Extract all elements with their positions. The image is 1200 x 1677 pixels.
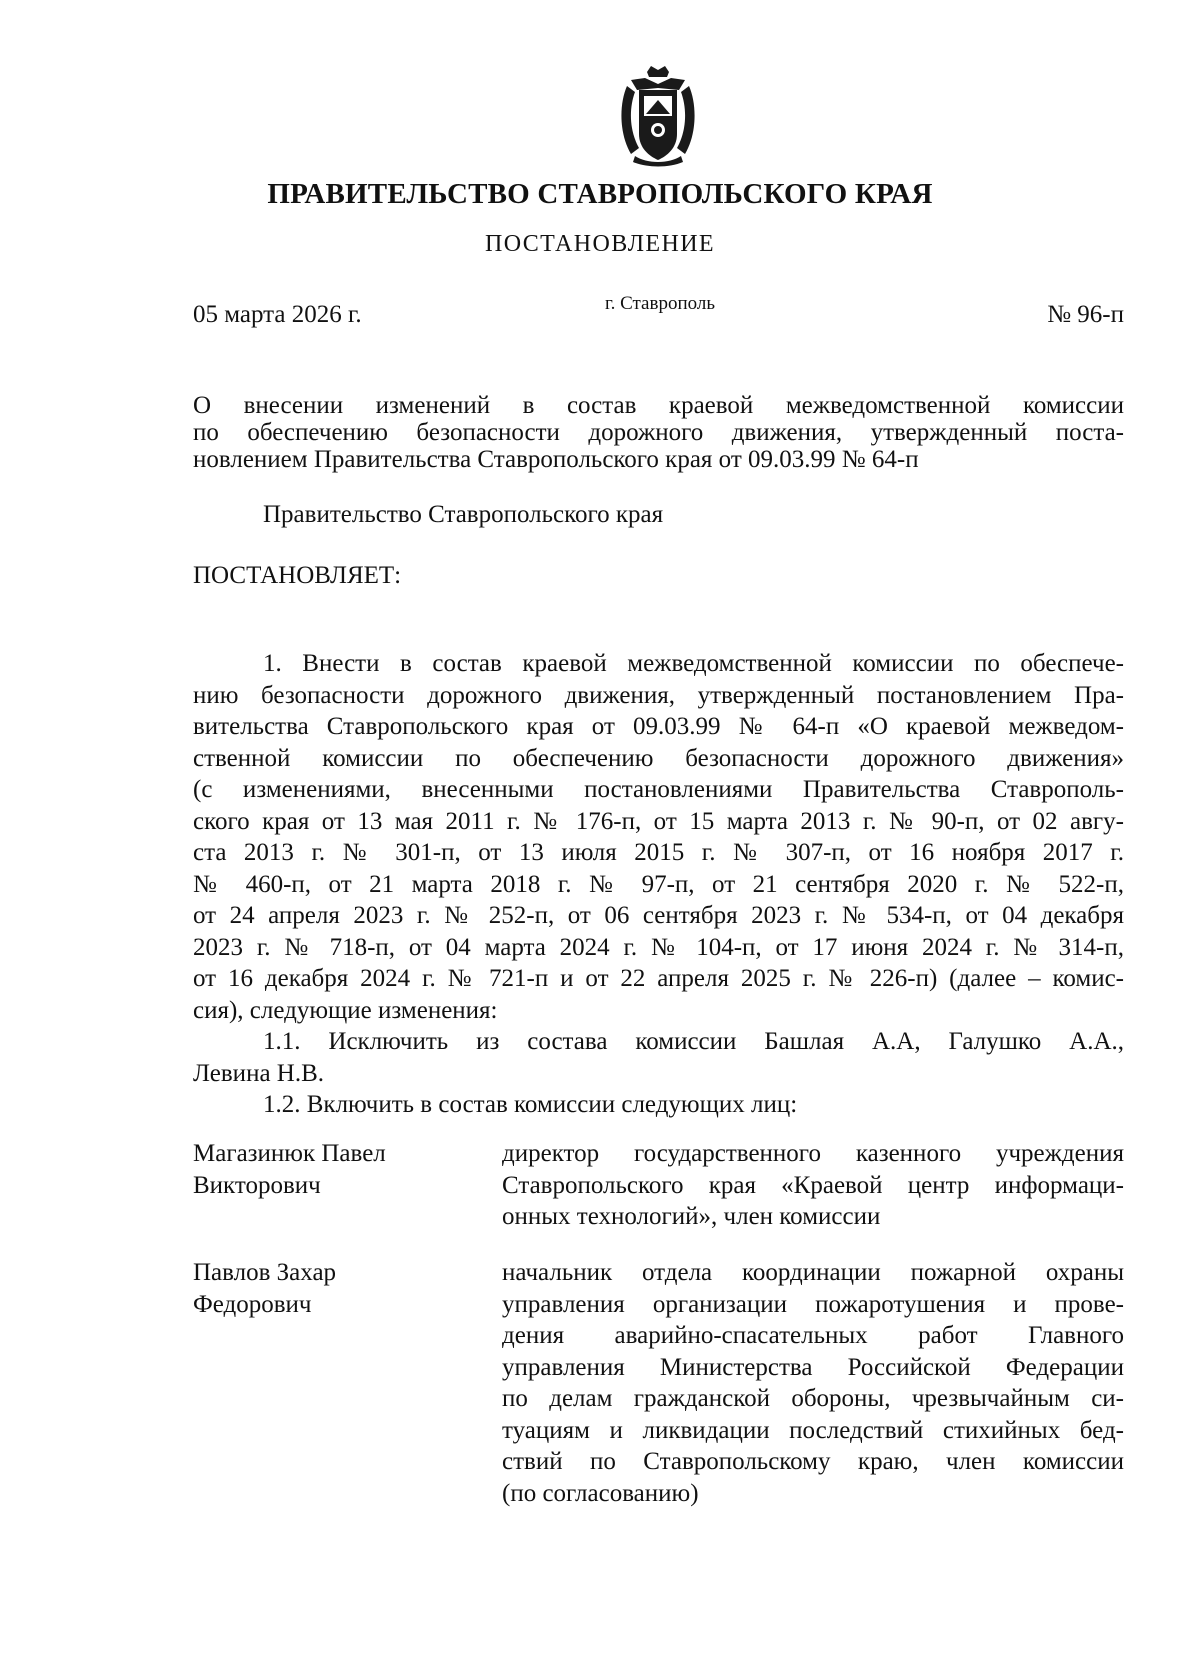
document-type: ПОСТАНОВЛЕНИЕ bbox=[485, 231, 715, 257]
body-line: нию безопасности дорожного движения, утвержденный постановлением Пра- bbox=[193, 681, 1124, 709]
body-line: ственной комиссии по обеспечению безопасности дорожного движения» bbox=[193, 744, 1124, 772]
government-title: ПРАВИТЕЛЬСТВО СТАВРОПОЛЬСКОГО КРАЯ bbox=[267, 178, 933, 210]
resolution-body bbox=[193, 648, 1124, 1121]
body-line: 1.2. Включить в состав комиссии следующих лиц: bbox=[263, 1091, 798, 1118]
subject-line: по обеспечению безопасности дорожного движения, утвержденный поста- bbox=[193, 419, 1124, 446]
body-line: № 460-п, от 21 марта 2018 г. № 97-п, от 21 сентября 2020 г. № 522-п, bbox=[193, 870, 1124, 898]
preamble-government: Правительство Ставропольского края bbox=[263, 501, 664, 528]
member-position-line: онных технологий», член комиссии bbox=[502, 1203, 881, 1230]
member-position-line: Ставропольского края «Краевой центр информаци- bbox=[502, 1171, 1124, 1199]
document-date: 05 марта 2026 г. bbox=[193, 301, 362, 328]
body-line: сия), следующие изменения: bbox=[193, 996, 498, 1024]
member-position-line: (по согласованию) bbox=[502, 1479, 699, 1507]
member-position bbox=[502, 1257, 1124, 1509]
member-position-line: туациям и ликвидации последствий стихийных бед- bbox=[502, 1416, 1124, 1444]
body-line: от 24 апреля 2023 г. № 252-п, от 06 сентября 2023 г. № 534-п, от 04 декабря bbox=[193, 902, 1124, 929]
coat-of-arms-emblem bbox=[617, 64, 699, 168]
member-name-line: Федорович bbox=[193, 1290, 312, 1318]
member-position-line: управления организации пожаротушения и прове- bbox=[502, 1290, 1124, 1318]
member-position-line: по делам гражданской обороны, чрезвычайным си- bbox=[502, 1385, 1124, 1412]
subject-line: О внесении изменений в состав краевой межведомственной комиссии bbox=[193, 392, 1124, 419]
body-line: 2023 г. № 718-п, от 04 марта 2024 г. № 104-п, от 17 июня 2024 г. № 314-п, bbox=[193, 933, 1124, 961]
document-subject bbox=[193, 392, 1124, 473]
body-line: ского края от 13 мая 2011 г. № 176-п, от 15 марта 2013 г. № 90-п, от 02 авгу- bbox=[193, 807, 1124, 835]
member-name-line: Викторович bbox=[193, 1171, 321, 1199]
member-position-line: ствий по Ставропольскому краю, член комиссии bbox=[502, 1448, 1124, 1475]
document-city: г. Ставрополь bbox=[604, 293, 716, 314]
preamble-decision: ПОСТАНОВЛЯЕТ: bbox=[193, 562, 402, 589]
body-line: от 16 декабря 2024 г. № 721-п и от 22 апреля 2025 г. № 226-п) (далее – комис- bbox=[193, 965, 1124, 992]
body-line: 1. Внести в состав краевой межведомственной комиссии по обеспече- bbox=[263, 650, 1124, 677]
body-line: вительства Ставропольского края от 09.03.99 № 64-п «О краевой межведом- bbox=[193, 713, 1124, 740]
body-line: ста 2013 г. № 301-п, от 13 июля 2015 г. № 307-п, от 16 ноября 2017 г. bbox=[193, 839, 1124, 866]
member-name bbox=[193, 1138, 386, 1201]
subject-line: новлением Правительства Ставропольского края от 09.03.99 № 64-п bbox=[193, 446, 919, 473]
member-position-line: дения аварийно-спасательных работ Главного bbox=[502, 1322, 1124, 1349]
member-name-line: Магазинюк Павел bbox=[193, 1140, 386, 1167]
body-line: Левина Н.В. bbox=[193, 1059, 325, 1087]
member-position-line: начальник отдела координации пожарной охраны bbox=[502, 1259, 1124, 1286]
member-name-line: Павлов Захар bbox=[193, 1259, 337, 1286]
member-position bbox=[502, 1138, 1124, 1233]
member-name bbox=[193, 1257, 336, 1320]
member-position-line: директор государственного казенного учреждения bbox=[502, 1140, 1124, 1167]
document-number: № 96-п bbox=[1047, 301, 1124, 328]
body-line: 1.1. Исключить из состава комиссии Башлая А.А, Галушко А.А., bbox=[263, 1028, 1124, 1055]
member-position-line: управления Министерства Российской Федерации bbox=[502, 1353, 1124, 1381]
body-line: (с изменениями, внесенными постановлениями Правительства Ставрополь- bbox=[193, 776, 1124, 803]
